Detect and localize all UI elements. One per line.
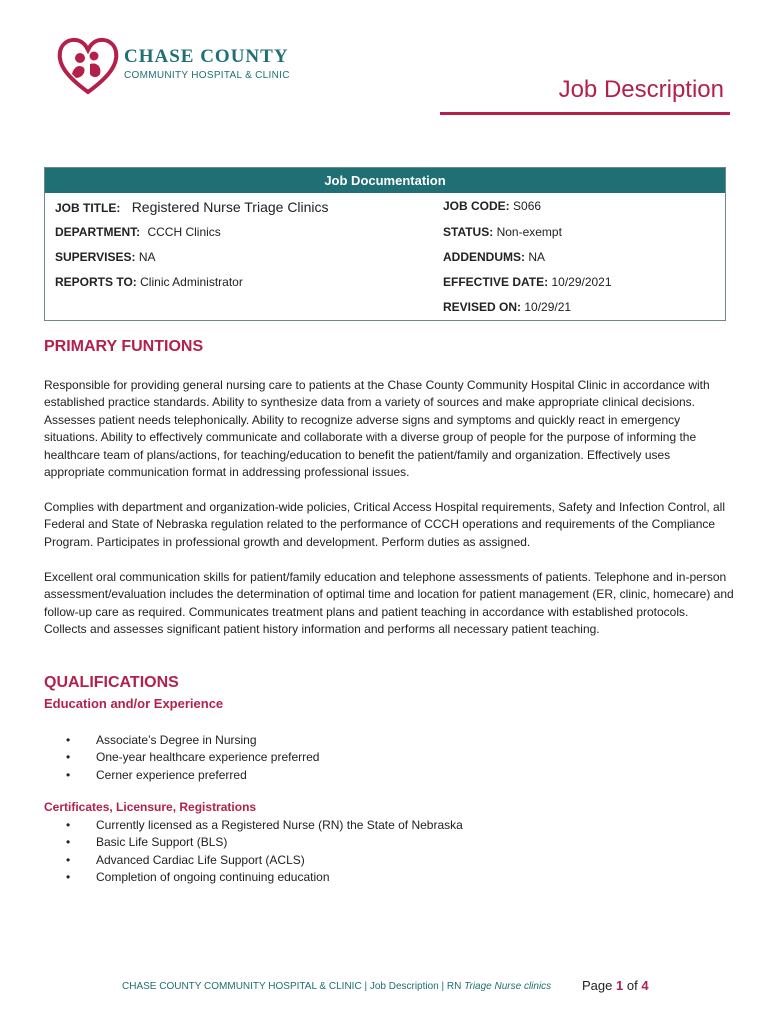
job-code-value: S066 [513, 199, 542, 213]
qualifications-heading: QUALIFICATIONS [44, 674, 179, 691]
list-item: • Cerner experience preferred [66, 767, 319, 784]
primary-paragraph-1: Responsible for providing general nursing care to patients at the Chase County Community Hospital Clinic in accordance with established practice standards. Ability to synthesize data from a variety of sources and make appropriate clinical decisions. Assesses patient needs telephonically. Ability to recognize adverse signs and symptoms and quickly react in emergency situations. Ability to effectively communicate and collaborate with a diverse group of people for the purpose of informing the healthcare team of plans/actions, for teaching/education to benefit the patient/family and organization. Effectively uses appropriate communication format in addressing professional issues. [44, 378, 710, 480]
revised-on-label: REVISED ON: [443, 300, 522, 314]
table-heading: Job Documentation [45, 168, 725, 193]
reports-to-row [55, 275, 243, 289]
list-item: • Basic Life Support (BLS) [66, 834, 463, 851]
department-label: DEPARTMENT: [55, 225, 141, 239]
primary-paragraph-2: Complies with department and organization-wide policies, Critical Access Hospital requirements, Safety and Infection Control, all Federal and State of Nebraska regulation related to the performance of CCCH operations and requirements of the Compliance Program. Participates in professional growth and development. Perform duties as assigned. [44, 500, 725, 549]
education-heading: Education and/or Experience [44, 696, 224, 711]
primary-functions-heading: PRIMARY FUNTIONS [44, 338, 204, 355]
job-documentation-table [44, 167, 726, 321]
list-item: • Advanced Cardiac Life Support (ACLS) [66, 852, 463, 869]
effective-date-row [443, 275, 612, 289]
revised-on-value: 10/29/21 [524, 300, 572, 314]
primary-paragraph-3: Excellent oral communication skills for patient/family education and telephone assessments of patients. Telephone and in-person assessment/evaluation includes the determination of optimal time and location for patient management (ER, clinic, homecare) and follow-up care as required. Communicates treatment plans and patient teaching in accordance with established protocols. Collects and assesses significant patient history information and performs all necessary patient teaching. [44, 570, 734, 637]
status-row [443, 225, 562, 239]
reports-to-value: Clinic Administrator [140, 275, 243, 289]
job-code-label: JOB CODE: [443, 199, 510, 213]
page-label: Page [582, 978, 613, 993]
page-footer [122, 981, 551, 992]
org-name: CHASE COUNTY [124, 46, 289, 67]
reports-to-label: REPORTS TO: [55, 275, 137, 289]
effective-date-label: EFFECTIVE DATE: [443, 275, 549, 289]
list-item: • Associate’s Degree in Nursing [66, 732, 319, 749]
certificates-list [66, 817, 463, 887]
footer-italic-text: Triage Nurse clinics [464, 981, 552, 992]
list-item: • One-year healthcare experience preferred [66, 749, 319, 766]
supervises-label: SUPERVISES: [55, 250, 136, 264]
job-title-value: Registered Nurse Triage Clinics [131, 199, 329, 215]
list-item: • Completion of ongoing continuing education [66, 869, 463, 886]
revised-on-row [443, 300, 571, 314]
status-value: Non-exempt [496, 225, 562, 239]
footer-text: CHASE COUNTY COMMUNITY HOSPITAL & CLINIC | Job Description | RN [122, 981, 465, 992]
title-divider [440, 112, 730, 115]
effective-date-value: 10/29/2021 [551, 275, 612, 289]
job-title-label: JOB TITLE: [55, 201, 121, 215]
page-number [582, 978, 649, 993]
addendums-label: ADDENDUMS: [443, 250, 525, 264]
certificates-heading: Certificates, Licensure, Registrations [44, 800, 257, 814]
supervises-row [55, 250, 156, 264]
list-item: • Currently licensed as a Registered Nurse (RN) the State of Nebraska [66, 817, 463, 834]
heart-logo-icon [56, 34, 120, 96]
addendums-value: NA [528, 250, 546, 264]
page-of-label: of [626, 978, 638, 993]
page-total: 4 [641, 978, 649, 993]
org-subtitle: COMMUNITY HOSPITAL & CLINIC [124, 70, 290, 81]
department-value: CCCH Clinics [147, 225, 221, 239]
job-code-row [443, 199, 541, 213]
education-list [66, 732, 319, 784]
page-current: 1 [616, 978, 624, 993]
supervises-value: NA [138, 250, 156, 264]
department-row [55, 225, 221, 239]
addendums-row [443, 250, 545, 264]
job-title-row [55, 199, 329, 215]
document-title: Job Description [558, 76, 724, 103]
hospital-logo [56, 34, 296, 96]
status-label: STATUS: [443, 225, 494, 239]
